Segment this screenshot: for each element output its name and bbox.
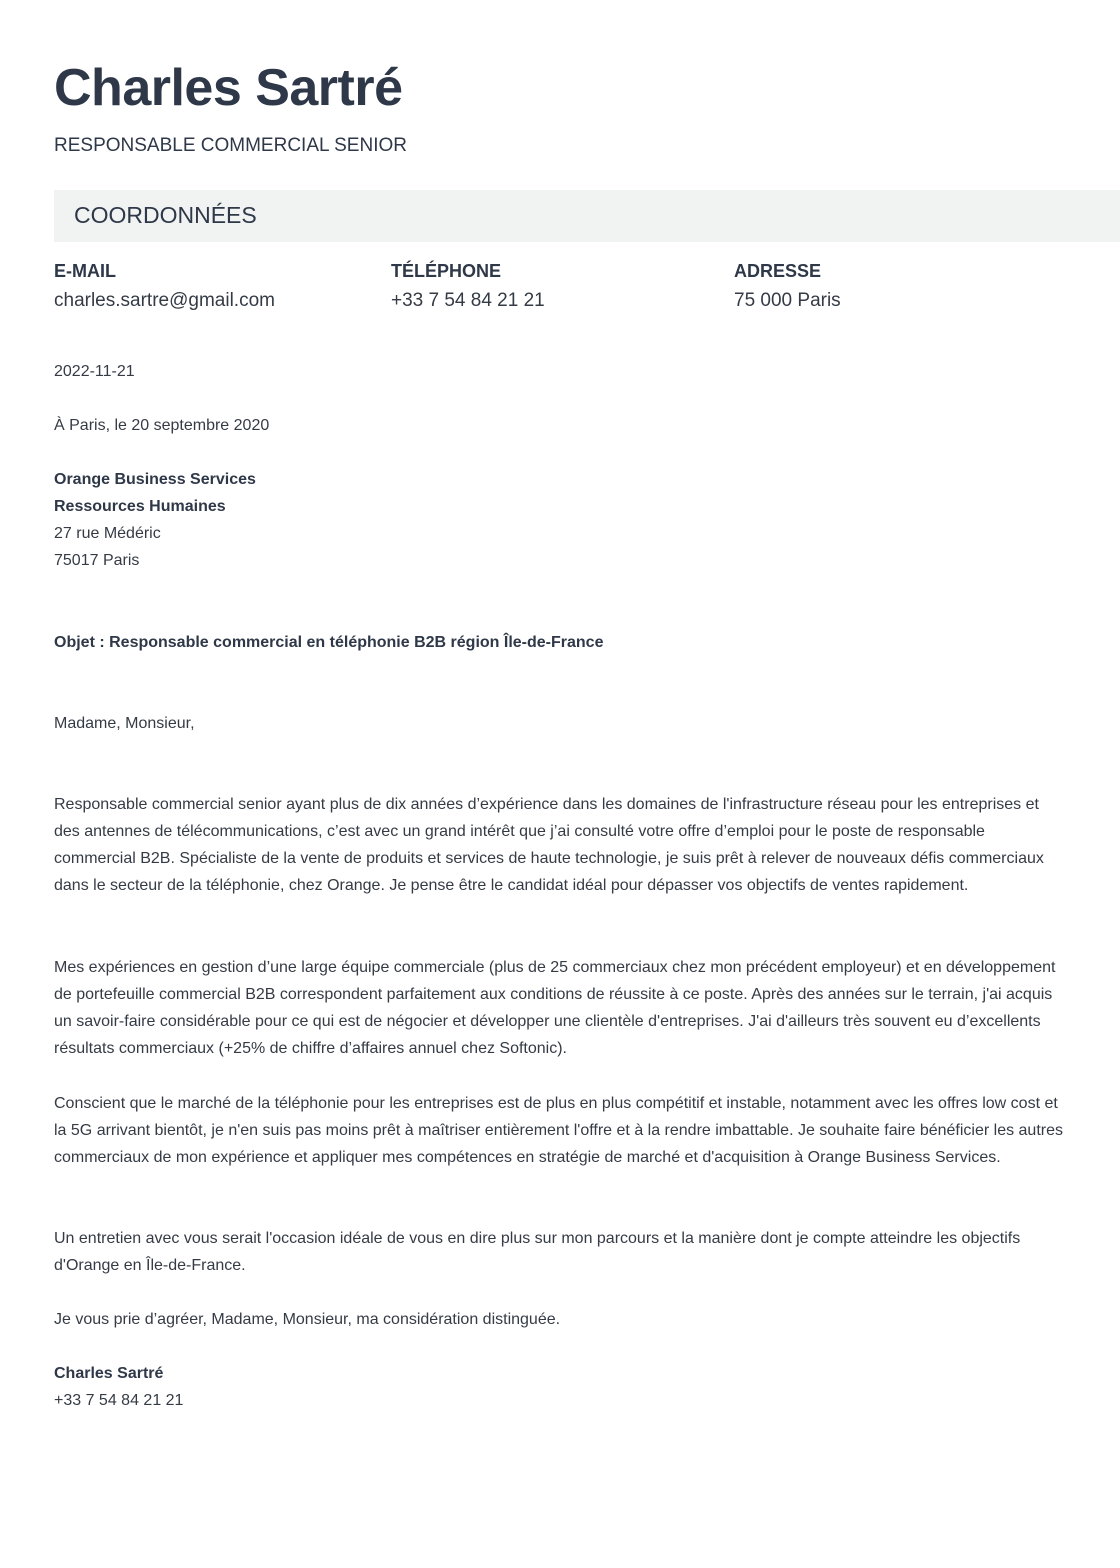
recipient-street: 27 rue Médéric bbox=[54, 525, 161, 542]
body-paragraph: Mes expériences en gestion d’une large équipe commerciale (plus de 25 commerciaux chez mon précédent employeur) et en développement de portefeuille commercial B2B correspondent parfaitement aux conditions de réussite à ce poste. Après des années sur le terrain, j'ai acquis un savoir-faire considérable pour ce qui est de négocier et développer une clientèle d'entreprises. J'ai d'ailleurs très souvent eu d’excellents résultats commerciaux (+25% de chiffre d’affaires annuel chez Softonic). bbox=[54, 959, 1056, 1057]
address-block bbox=[734, 260, 841, 312]
address-label: ADRESSE bbox=[734, 261, 822, 281]
closing-formula: Je vous prie d’agréer, Madame, Monsieur, ma considération distinguée. bbox=[54, 1311, 561, 1328]
body-paragraph: Un entretien avec vous serait l'occasion idéale de vous en dire plus sur mon parcours et la manière dont je compte atteindre les objectifs d'Orange en Île-de-France. bbox=[54, 1230, 1021, 1274]
email-block bbox=[54, 260, 275, 312]
place-date: À Paris, le 20 septembre 2020 bbox=[54, 417, 270, 434]
section-title: COORDONNÉES bbox=[74, 202, 257, 228]
body-paragraph: Conscient que le marché de la téléphonie pour les entreprises est de plus en plus compétitif et instable, notamment avec les offres low cost et la 5G arrivant bientôt, je n'en suis pas moins prêt à maîtriser entièrement l'offre et à la rendre imbattable. Je souhaite faire bénéficier les autres commerciaux de mon expérience et appliquer mes compétences en stratégie de marché et d'acquisition à Orange Business Services. bbox=[54, 1095, 1063, 1166]
letter-page bbox=[54, 0, 1120, 1568]
recipient-department: Ressources Humaines bbox=[54, 498, 226, 515]
address-value: 75 000 Paris bbox=[734, 290, 841, 311]
phone-value: +33 7 54 84 21 21 bbox=[391, 290, 545, 311]
email-label: E-MAIL bbox=[54, 261, 116, 281]
letter-subject: Objet : Responsable commercial en téléphonie B2B région Île-de-France bbox=[54, 634, 604, 651]
salutation: Madame, Monsieur, bbox=[54, 715, 195, 732]
signature-phone: +33 7 54 84 21 21 bbox=[54, 1392, 184, 1409]
phone-label: TÉLÉPHONE bbox=[391, 261, 502, 281]
body-paragraph: Responsable commercial senior ayant plus de dix années d’expérience dans les domaines de l'infrastructure réseau pour les entreprises et des antennes de télécommunications, c’est avec un grand intérêt que j’ai consulté votre offre d’emploi pour le poste de responsable commercial B2B. Spécialiste de la vente de produits et services de haute technologie, je suis prêt à relever de nouveaux défis commerciaux dans le secteur de la téléphonie, chez Orange. Je pense être le candidat idéal pour dépasser vos objectifs de ventes rapidement. bbox=[54, 796, 1044, 894]
signature-name: Charles Sartré bbox=[54, 1365, 164, 1382]
letter-date: 2022-11-21 bbox=[54, 363, 135, 380]
recipient-city: 75017 Paris bbox=[54, 552, 140, 569]
email-value: charles.sartre@gmail.com bbox=[54, 290, 275, 311]
recipient-company: Orange Business Services bbox=[54, 471, 256, 488]
phone-block bbox=[391, 260, 545, 312]
job-title: RESPONSABLE COMMERCIAL SENIOR bbox=[54, 135, 407, 156]
applicant-name: Charles Sartré bbox=[54, 59, 403, 117]
contact-section-header bbox=[54, 190, 1120, 242]
